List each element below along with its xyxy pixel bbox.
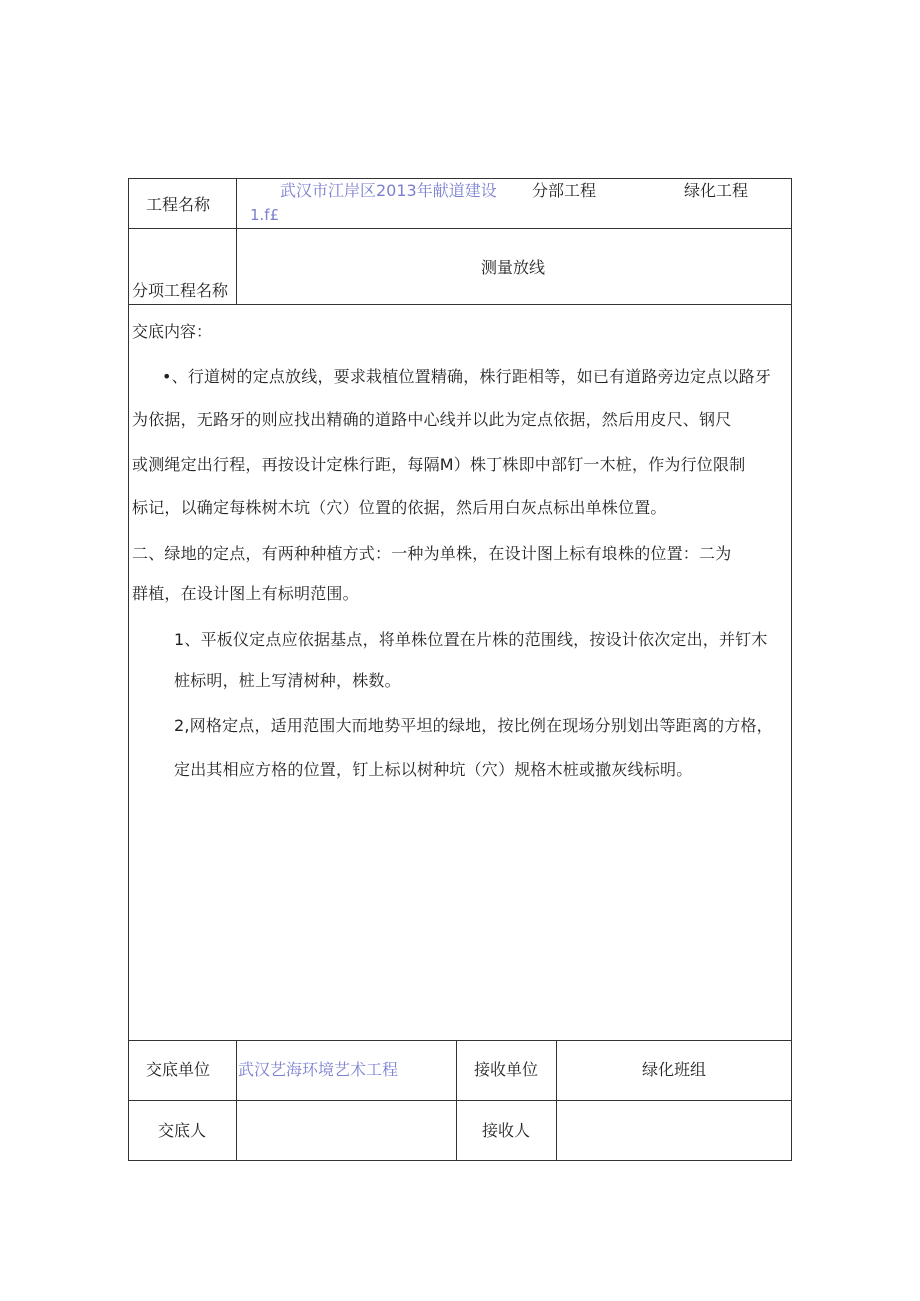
content-line: 定出其相应方格的位置，钉上标以树种坑（穴）规格木桩或撤灰线标明。 (174, 760, 693, 779)
division-label: 分部工程 (532, 181, 597, 200)
row-divider-4 (128, 1100, 792, 1101)
content-line: 桩标明，桩上写清树种，株数。 (174, 671, 401, 690)
content-heading: 交底内容： (132, 322, 213, 341)
content-line: 1、平板仪定点应依据基点，将单株位置在片株的范围线，按设计依次定出，并钉木 (174, 630, 768, 649)
issuer-unit-value: 武汉艺海环境艺术工程 (238, 1060, 399, 1079)
receiver-unit-label: 接收单位 (474, 1060, 539, 1079)
row-divider-1 (128, 228, 792, 229)
receiver-person-label: 接收人 (482, 1121, 531, 1140)
division-value: 绿化工程 (684, 181, 749, 200)
issuer-person-label: 交底人 (158, 1121, 207, 1140)
content-line: 或测绳定出行程，再按设计定株行距，每隔M）株丁株即中部钉一木桩，作为行位限制 (132, 455, 746, 474)
content-line: 群植，在设计图上有标明范围。 (132, 584, 359, 603)
form-table (128, 178, 792, 1161)
content-line: 标记，以确定每株树木坑（穴）位置的依据，然后用白灰点标出单株位置。 (132, 498, 667, 517)
project-name-label: 工程名称 (146, 195, 211, 214)
col-divider-header (236, 178, 237, 304)
col-divider-footer-3 (556, 1040, 557, 1161)
content-line: 为依据，无路牙的则应找出精确的道路中心线并以此为定点依据，然后用皮尺、钢尺 (132, 410, 732, 429)
subitem-value: 测量放线 (481, 258, 546, 277)
issuer-unit-label: 交底单位 (146, 1060, 211, 1079)
row-divider-3 (128, 1040, 792, 1041)
content-line: •、行道树的定点放线，要求栽植位置精确，株行距相等，如已有道路旁边定点以路牙 (162, 367, 772, 386)
col-divider-footer-2 (456, 1040, 457, 1161)
subitem-label: 分项工程名称 (132, 281, 229, 300)
col-divider-footer-1 (236, 1040, 237, 1161)
content-line: 二、绿地的定点，有两种种植方式：一种为单株，在设计图上标有埌株的位置：二为 (132, 544, 732, 563)
row-divider-2 (128, 304, 792, 305)
project-name-value: 武汉市江岸区2013年献道建设 (280, 181, 497, 200)
project-name-value-continued: 1.f£ (250, 206, 280, 224)
receiver-unit-value: 绿化班组 (642, 1060, 707, 1079)
content-line: 2,网格定点，适用范围大而地势平坦的绿地，按比例在现场分别划出等距离的方格， (174, 716, 773, 735)
